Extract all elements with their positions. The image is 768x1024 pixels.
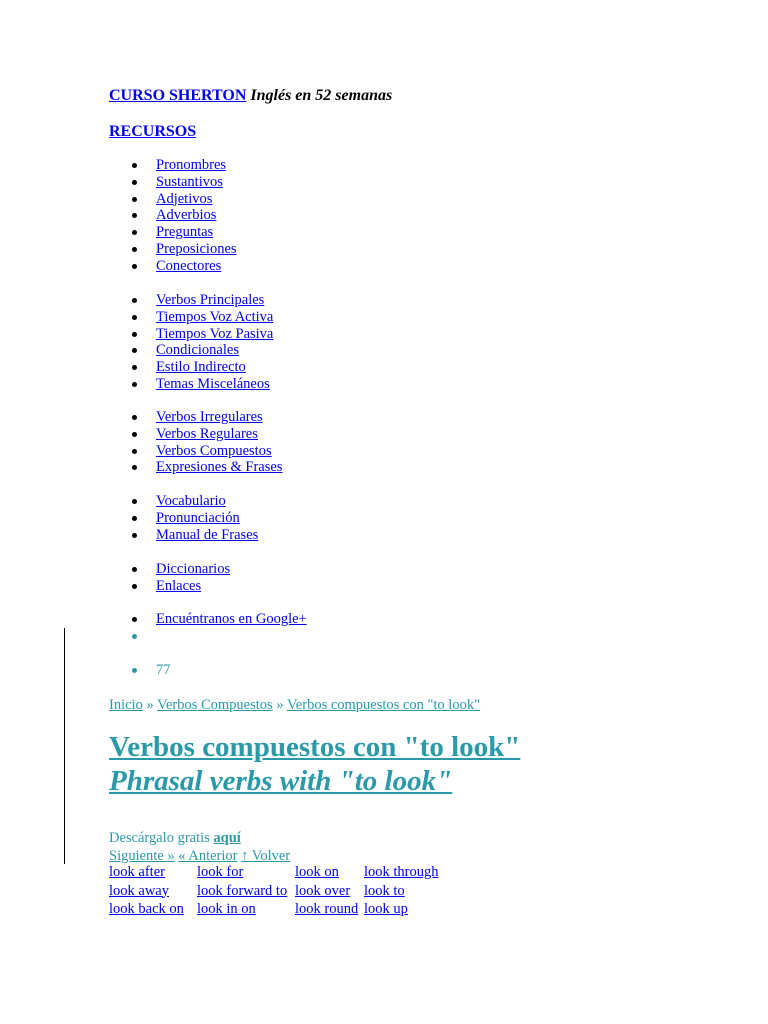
table-row <box>108 883 455 902</box>
table-cell <box>108 901 196 920</box>
left-divider <box>64 628 65 864</box>
site-header <box>109 86 392 106</box>
verb-link[interactable]: look away <box>109 882 169 899</box>
verb-link[interactable]: look forward to <box>197 882 288 899</box>
nav-link-manual-de-frases[interactable]: Manual de Frases <box>156 526 259 543</box>
table-cell <box>108 883 196 902</box>
nav-item <box>109 326 273 343</box>
nav-link-verbos-irregulares[interactable]: Verbos Irregulares <box>156 409 263 425</box>
share-count-link[interactable]: 77 <box>156 662 171 678</box>
nav-item <box>109 628 307 645</box>
nav-link-verbos-regulares[interactable]: Verbos Regulares <box>156 425 258 442</box>
nav-item <box>109 224 237 241</box>
nav-link-estilo-indirecto[interactable]: Estilo Indirecto <box>156 359 246 376</box>
breadcrumb-separator: » <box>142 697 158 713</box>
nav-item <box>109 561 230 578</box>
nav-item <box>109 493 258 510</box>
verb-link[interactable]: look after <box>109 864 165 880</box>
breadcrumb-category[interactable]: Verbos Compuestos <box>157 697 273 713</box>
brand-link[interactable]: CURSO SHERTON <box>109 87 247 104</box>
nav-item <box>109 611 307 628</box>
phrasal-verbs-table <box>108 864 455 920</box>
nav-link-sustantivos[interactable]: Sustantivos <box>156 173 223 190</box>
pager <box>109 848 290 865</box>
verb-link[interactable]: look up <box>364 901 408 917</box>
nav-item <box>109 409 282 426</box>
nav-link-conectores[interactable]: Conectores <box>156 257 222 274</box>
table-cell <box>363 864 455 883</box>
nav-link-preguntas[interactable]: Preguntas <box>156 224 214 241</box>
nav-link-vocabulario[interactable]: Vocabulario <box>156 493 226 509</box>
site-tagline: Inglés en 52 semanas <box>250 87 393 104</box>
nav-item <box>109 191 237 208</box>
nav-item <box>109 174 237 191</box>
table-cell <box>294 883 363 902</box>
nav-link-diccionarios[interactable]: Diccionarios <box>156 561 231 577</box>
table-cell <box>196 883 294 902</box>
breadcrumb-home[interactable]: Inicio <box>109 697 143 713</box>
nav-link-temas-miscelaneos[interactable]: Temas Misceláneos <box>156 375 270 392</box>
nav-item <box>109 510 258 527</box>
nav-item <box>109 258 237 275</box>
verb-link[interactable]: look round <box>295 901 359 917</box>
nav-group-count <box>109 662 171 679</box>
nav-link-expresiones-frases[interactable]: Expresiones & Frases <box>156 459 283 476</box>
nav-link-verbos-principales[interactable]: Verbos Principales <box>156 292 265 308</box>
table-cell <box>363 883 455 902</box>
recursos-link[interactable]: RECURSOS <box>109 123 197 140</box>
nav-group-grammar <box>109 157 237 275</box>
nav-item <box>109 207 237 224</box>
nav-group-verbs <box>109 292 273 393</box>
table-cell <box>294 864 363 883</box>
table-row <box>108 864 455 883</box>
breadcrumb-separator: » <box>272 697 287 713</box>
nav-item <box>109 241 237 258</box>
nav-link-tiempos-voz-pasiva[interactable]: Tiempos Voz Pasiva <box>156 325 274 342</box>
nav-item <box>109 359 273 376</box>
nav-group-references <box>109 561 230 595</box>
nav-item <box>109 292 273 309</box>
nav-link-pronombres[interactable]: Pronombres <box>156 157 227 173</box>
verb-link[interactable]: look back on <box>109 901 184 917</box>
pager-next[interactable]: Siguiente » <box>109 848 175 864</box>
table-cell <box>363 901 455 920</box>
table-cell <box>108 864 196 883</box>
nav-link-adjetivos[interactable]: Adjetivos <box>156 190 213 207</box>
verb-link[interactable]: look for <box>197 864 244 880</box>
nav-item <box>109 443 282 460</box>
nav-item <box>109 578 230 595</box>
nav-item <box>109 527 258 544</box>
table-cell <box>196 901 294 920</box>
table-row <box>108 901 455 920</box>
nav-link-tiempos-voz-activa[interactable]: Tiempos Voz Activa <box>156 308 274 325</box>
verb-link[interactable]: look through <box>364 864 439 880</box>
verb-link[interactable]: look to <box>364 882 405 899</box>
nav-link-enlaces[interactable]: Enlaces <box>156 577 202 594</box>
breadcrumb <box>109 696 480 714</box>
nav-link-pronunciacion[interactable]: Pronunciación <box>156 509 240 526</box>
nav-link-google-plus[interactable]: Encuéntranos en Google+ <box>156 611 307 627</box>
verb-link[interactable]: look on <box>295 864 339 880</box>
nav-link-verbos-compuestos[interactable]: Verbos Compuestos <box>156 442 272 459</box>
nav-item <box>109 376 273 393</box>
verb-link[interactable]: look over <box>295 882 351 899</box>
page-title-sub[interactable]: Phrasal verbs with "to look" <box>109 765 453 797</box>
table-cell <box>294 901 363 920</box>
download-text: Descárgalo gratis <box>109 830 214 846</box>
download-line <box>109 830 241 847</box>
nav-item <box>109 426 282 443</box>
nav-item <box>109 662 171 679</box>
table-cell <box>196 864 294 883</box>
nav-item <box>109 342 273 359</box>
breadcrumb-current[interactable]: Verbos compuestos con "to look" <box>286 697 481 713</box>
nav-item <box>109 309 273 326</box>
nav-item <box>109 157 237 174</box>
nav-group-verb-lists <box>109 409 282 476</box>
verb-link[interactable]: look in on <box>197 901 256 917</box>
nav-link-adverbios[interactable]: Adverbios <box>156 207 217 224</box>
download-link[interactable]: aquí <box>213 830 241 846</box>
pager-prev[interactable]: « Anterior <box>178 848 238 864</box>
nav-group-social <box>109 611 307 645</box>
page-title-main[interactable]: Verbos compuestos con "to look" <box>109 731 521 763</box>
nav-link-condicionales[interactable]: Condicionales <box>156 342 239 359</box>
pager-back[interactable]: ↑ Volver <box>241 848 291 864</box>
nav-item <box>109 459 282 476</box>
nav-group-vocabulary <box>109 493 258 543</box>
page-title <box>109 730 520 798</box>
nav-link-preposiciones[interactable]: Preposiciones <box>156 240 237 257</box>
